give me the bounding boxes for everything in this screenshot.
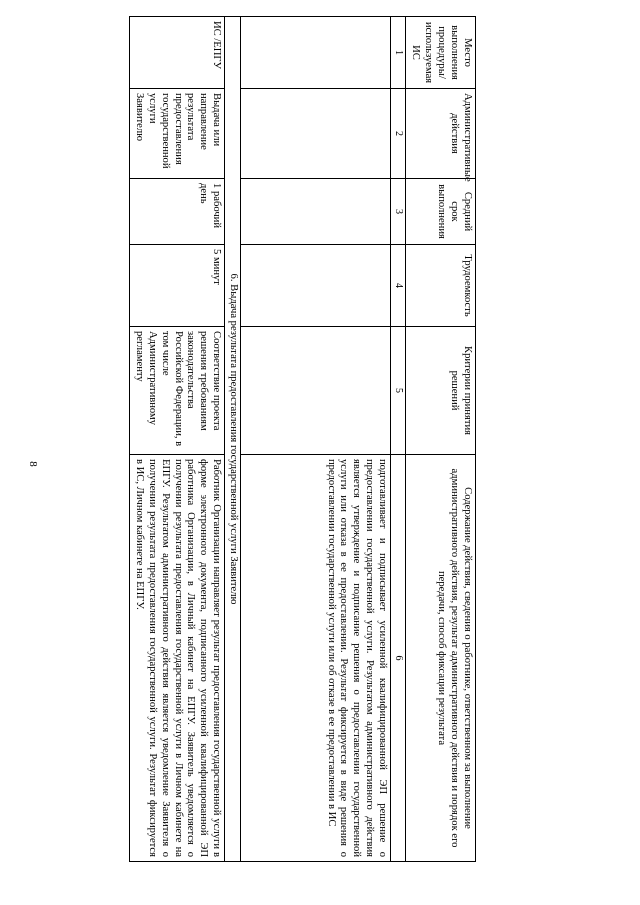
header-criteria: Критерии принятия решений bbox=[406, 327, 476, 455]
cell-content-continued: подготавливает и подписывает усиленной квалифицированной ЭП решение о предоставлении государственной услуги. Результатом административного действия является утверждение и подписание решения о предоставлении государственной услуги или отказа в ее предоставлении. Результат фиксируется в виде решения о предоставлении государственной услуги или об отказе в ее предоставлении в ИС bbox=[241, 455, 391, 862]
section-row bbox=[225, 17, 241, 862]
cell-empty bbox=[241, 327, 391, 455]
cell-place: ИС /ЕПГУ bbox=[129, 17, 224, 89]
header-term: Средний срок выполнения bbox=[406, 179, 476, 245]
table-row bbox=[129, 17, 224, 862]
column-number: 4 bbox=[391, 245, 406, 327]
table-header-row bbox=[406, 17, 476, 862]
procedure-table bbox=[129, 16, 476, 862]
cell-empty bbox=[241, 179, 391, 245]
cell-term: 1 рабочий день bbox=[129, 179, 224, 245]
cell-content bbox=[129, 455, 224, 862]
content-paragraph: Работник Организации направляет результат предоставления государственной услуги в форме электронного документа, подписанного усиленной квалифицированной ЭП работника Организации, в Личный кабинет на ЕПГУ. Заявитель уведомляется о получении результата предоставления государственной услуги в Личном кабинете на ЕПГУ. bbox=[159, 459, 223, 857]
column-number-row bbox=[391, 17, 406, 862]
section-title: 6. Выдача результата предоставления государственной услуги Заявителю bbox=[225, 17, 241, 862]
header-actions: Административные действия bbox=[406, 89, 476, 179]
cell-empty bbox=[241, 245, 391, 327]
header-place: Место выполнения процедуры/ используемая ИС bbox=[406, 17, 476, 89]
column-number: 6 bbox=[391, 455, 406, 862]
column-number: 1 bbox=[391, 17, 406, 89]
cell-criteria: Соответствие проекта решения требованиям законодательства Российской Федерации, в том числе Административному регламенту bbox=[129, 327, 224, 455]
cell-empty bbox=[241, 89, 391, 179]
column-number: 5 bbox=[391, 327, 406, 455]
cell-action: Выдача или направление результата предоставления государственной услуги Заявителю bbox=[129, 89, 224, 179]
table-row-continued bbox=[241, 17, 391, 862]
column-number: 2 bbox=[391, 89, 406, 179]
header-labor: Трудоемкость bbox=[406, 245, 476, 327]
column-number: 3 bbox=[391, 179, 406, 245]
procedure-table-sheet bbox=[56, 16, 476, 862]
page-number: 8 bbox=[26, 461, 39, 467]
content-paragraph: Результатом административного действия является уведомление Заявителя о получении результата предоставления государственной услуги. Результат фиксируется в ИС, Личном кабинете на ЕПГУ. bbox=[133, 459, 171, 857]
header-content: Содержание действия, сведения о работнике, ответственном за выполнение административного действия, результат административного действия и порядок его передачи, способ фиксации результата bbox=[406, 455, 476, 862]
cell-labor: 5 минут bbox=[129, 245, 224, 327]
cell-empty bbox=[241, 17, 391, 89]
